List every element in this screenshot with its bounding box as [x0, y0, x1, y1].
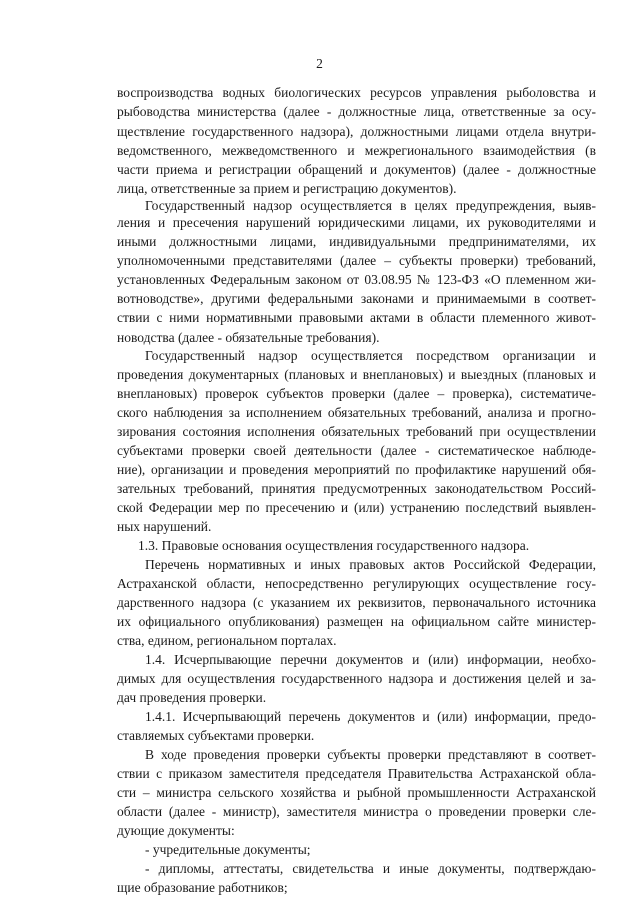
- text-line: субъектами проверки своей деятельности (далее - систематическое наблюде-: [117, 443, 596, 458]
- text-line: рыбоводства министерства (далее - должностные лица, ответственные за осу-: [117, 104, 596, 119]
- text-line: ние), организации и проведения мероприятий по профилактике нарушений обя-: [117, 462, 596, 477]
- text-line: их официального опубликования) размещен на официальном сайте министер-: [117, 614, 596, 629]
- paragraph-first-line: Государственный надзор осуществляется посредством организации и: [145, 348, 596, 363]
- page-number: 2: [316, 56, 323, 71]
- text-line: ствии с ними нормативными правовыми актами в области племенного живот-: [117, 310, 596, 325]
- section-heading: 1.4. Исчерпывающие перечни документов и (или) информации, необхо-: [145, 652, 596, 667]
- text-line: части приема и регистрации обращений и документов) (далее - должностные: [117, 162, 596, 177]
- text-line: дующие документы:: [117, 823, 235, 838]
- text-line: димых для осуществления государственного надзора и достижения целей и за-: [117, 671, 596, 686]
- text-line: Астраханской области, непосредственно регулирующих осуществление госу-: [117, 576, 596, 591]
- paragraph-first-line: В ходе проведения проверки субъекты проверки представляют в соответ-: [145, 747, 596, 762]
- text-line: воспроизводства водных биологических ресурсов управления рыболовства и: [117, 85, 596, 100]
- text-line: ществление государственного надзора), должностными лицами отдела внутри-: [117, 124, 596, 139]
- text-line: ства, едином, региональном порталах.: [117, 633, 337, 648]
- text-line: ставляемых субъектами проверки.: [117, 728, 315, 743]
- list-item: - дипломы, аттестаты, свидетельства и иные документы, подтверждаю-: [145, 861, 596, 876]
- text-line: лица, ответственные за прием и регистрацию документов).: [117, 181, 457, 196]
- text-line: ных нарушений.: [117, 519, 212, 534]
- text-line: ствии с приказом заместителя председателя Правительства Астраханской обла-: [117, 766, 596, 781]
- text-line: сти – министра сельского хозяйства и рыбной промышленности Астраханской: [117, 785, 596, 800]
- text-line: ления и пресечения нарушений юридическими лицами, их руководителями и: [117, 215, 596, 230]
- text-line: внеплановых) проверок субъектов проверки (далее – проверка), систематиче-: [117, 386, 596, 401]
- text-line: проведения документарных (плановых и внеплановых) и выездных (плановых и: [117, 367, 596, 382]
- text-line: новодства (далее - обязательные требования).: [117, 330, 380, 345]
- text-line: уполномоченными представителями (далее – субъекты проверки) требований,: [117, 253, 596, 268]
- list-item: - учредительные документы;: [145, 842, 311, 857]
- text-line: области (далее - министр), заместителя министра о проведении проверки сле-: [117, 804, 596, 819]
- text-line: щие образование работников;: [117, 880, 288, 895]
- text-line: иными должностными лицами, индивидуальными предпринимателями, их: [117, 234, 596, 249]
- paragraph-first-line: Перечень нормативных и иных правовых актов Российской Федерации,: [145, 557, 596, 572]
- paragraph-first-line: Государственный надзор осуществляется в целях предупреждения, выяв-: [145, 198, 596, 213]
- text-line: ской Федерации мер по пресечению и (или) устранению последствий выявлен-: [117, 500, 596, 515]
- text-line: ского наблюдения за исполнением обязательных требований, анализа и прогно-: [117, 405, 596, 420]
- text-line: зирования состояния исполнения обязательных требований при осуществлении: [117, 424, 596, 439]
- section-heading: 1.4.1. Исчерпывающий перечень документов и (или) информации, предо-: [145, 709, 596, 724]
- section-heading: 1.3. Правовые основания осуществления государственного надзора.: [138, 538, 530, 553]
- text-line: зательных требований, принятия предусмотренных законодательством Россий-: [117, 481, 596, 496]
- text-line: ведомственного, межведомственного и межрегионального взаимодействия (в: [117, 143, 596, 158]
- text-line: дач проведения проверки.: [117, 690, 267, 705]
- text-line: дарственного надзора (с указанием их реквизитов, первоначального источника: [117, 595, 596, 610]
- text-line: вотноводстве», другими федеральными законами и принимаемыми в соответ-: [117, 291, 596, 306]
- text-line: установленных Федеральным законом от 03.08.95 № 123-ФЗ «О племенном жи-: [117, 272, 596, 287]
